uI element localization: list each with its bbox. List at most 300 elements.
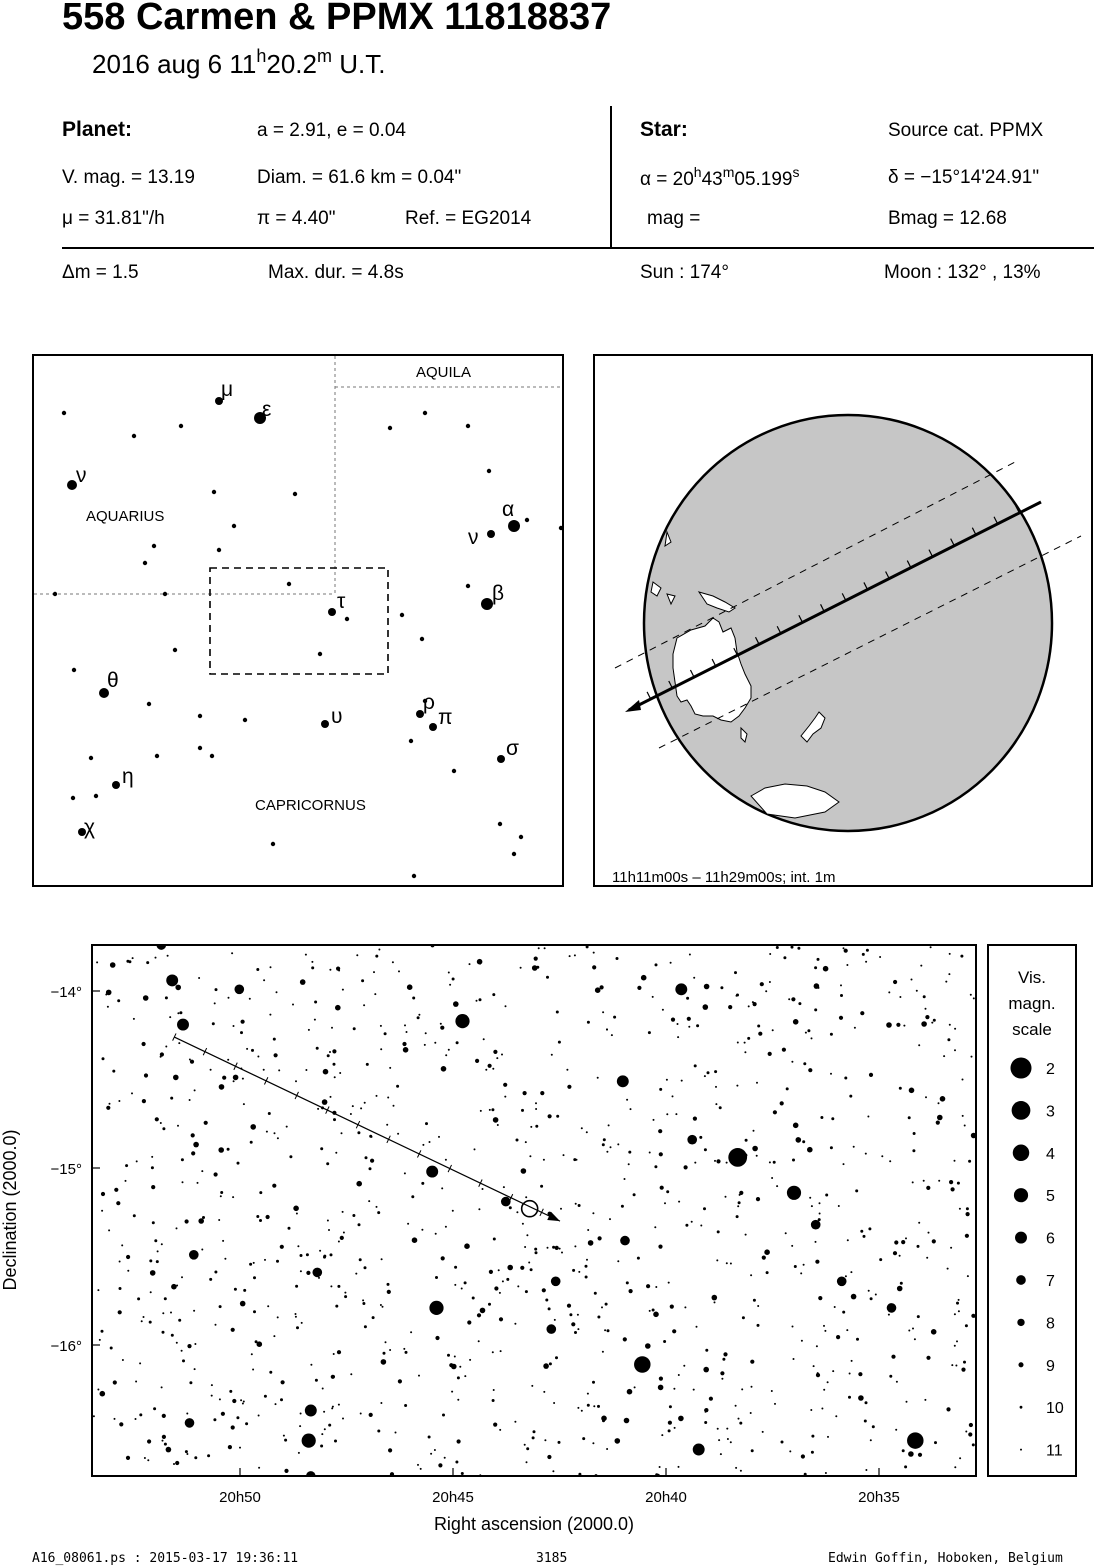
field-star xyxy=(126,1255,130,1259)
minor-star xyxy=(420,637,424,641)
field-star xyxy=(338,1404,340,1406)
field-star xyxy=(917,1245,920,1248)
bright-star xyxy=(811,1220,821,1230)
field-star xyxy=(269,1014,271,1016)
field-star xyxy=(496,1057,498,1059)
field-star xyxy=(879,956,881,958)
globe-caption: 11h11m00s – 11h29m00s; int. 1m xyxy=(612,869,836,885)
field-star xyxy=(369,1167,372,1170)
planet-diameter: Diam. = 61.6 km = 0.04" xyxy=(257,167,462,188)
field-star xyxy=(106,990,112,996)
field-star xyxy=(110,962,116,968)
field-star xyxy=(505,1005,507,1007)
field-star xyxy=(801,1340,803,1342)
field-star xyxy=(529,1155,531,1157)
field-star xyxy=(333,1353,335,1355)
bright-star xyxy=(787,1186,801,1200)
field-star xyxy=(572,1269,575,1272)
minor-star xyxy=(155,754,159,758)
field-star xyxy=(385,1341,387,1343)
field-star xyxy=(659,1152,663,1156)
field-star xyxy=(930,946,932,948)
field-star xyxy=(469,1359,471,1361)
field-star xyxy=(326,1162,329,1165)
field-star xyxy=(658,1245,662,1249)
field-star xyxy=(908,1116,911,1119)
event-datetime: 2016 aug 6 11$^h$20.2$^m$ U.T. xyxy=(92,46,386,79)
field-star xyxy=(730,1441,732,1443)
field-star xyxy=(274,1132,276,1134)
field-star xyxy=(280,1398,283,1401)
field-star xyxy=(278,1069,280,1071)
field-star xyxy=(514,1323,516,1325)
field-star xyxy=(185,1450,188,1453)
magnitude-legend-title xyxy=(1008,968,1055,1039)
field-star xyxy=(232,1399,236,1403)
field-star xyxy=(545,1299,548,1302)
field-star xyxy=(817,958,820,961)
japan-shape xyxy=(685,468,699,480)
field-star xyxy=(904,1465,907,1468)
field-star xyxy=(358,1223,361,1226)
field-star xyxy=(595,987,601,993)
field-star xyxy=(865,1401,868,1404)
field-star xyxy=(503,1186,505,1188)
field-star xyxy=(934,1441,937,1444)
field-star xyxy=(699,1136,702,1139)
field-star xyxy=(362,1299,364,1301)
planet-vmag: V. mag. = 13.19 xyxy=(62,167,195,188)
field-star xyxy=(300,1270,302,1272)
minor-star xyxy=(423,411,427,415)
field-star xyxy=(250,1124,256,1130)
field-star xyxy=(793,1358,795,1360)
field-star xyxy=(918,1453,922,1457)
field-star xyxy=(809,1197,811,1199)
field-star xyxy=(193,1142,199,1148)
field-star xyxy=(256,968,259,971)
field-star xyxy=(894,1240,898,1244)
field-star xyxy=(606,1151,608,1153)
field-star xyxy=(454,1356,456,1358)
field-star xyxy=(422,1144,424,1146)
field-star xyxy=(305,954,307,956)
field-star xyxy=(146,961,149,964)
field-star xyxy=(482,1188,484,1190)
field-star xyxy=(868,1227,871,1230)
field-star xyxy=(534,957,538,961)
field-star xyxy=(586,1259,588,1261)
field-star xyxy=(493,1050,497,1054)
field-star xyxy=(264,1259,266,1261)
field-star xyxy=(398,1379,402,1383)
field-star xyxy=(461,1472,464,1475)
field-star xyxy=(687,1017,691,1021)
field-star xyxy=(125,1164,128,1167)
field-star xyxy=(745,1234,747,1236)
field-star xyxy=(263,1069,265,1071)
minor-star xyxy=(152,544,156,548)
planet-orbit: a = 2.91, e = 0.04 xyxy=(257,120,406,141)
greek-label-chi: χ xyxy=(84,816,96,839)
field-star xyxy=(925,1008,927,1010)
field-star xyxy=(369,1413,373,1417)
field-star xyxy=(383,1352,386,1355)
field-star xyxy=(106,1106,110,1110)
field-star xyxy=(655,963,658,966)
bright-star xyxy=(166,974,178,986)
field-star xyxy=(448,972,450,974)
field-star xyxy=(834,1306,836,1308)
field-star xyxy=(333,1118,336,1121)
legend-mag-label: 3 xyxy=(1046,1103,1055,1121)
field-star xyxy=(704,984,710,990)
field-star xyxy=(387,1283,390,1286)
field-star xyxy=(744,1042,746,1044)
field-star xyxy=(132,957,134,959)
field-star xyxy=(703,1367,709,1373)
bright-star xyxy=(546,1324,556,1334)
field-star xyxy=(334,1440,337,1443)
field-star xyxy=(492,993,495,996)
field-star xyxy=(797,947,800,950)
legend-mag-label: 2 xyxy=(1046,1061,1055,1078)
field-star xyxy=(164,1297,167,1300)
field-star xyxy=(243,1289,246,1292)
field-star xyxy=(418,1014,420,1016)
field-star xyxy=(851,1294,857,1300)
field-star xyxy=(626,1281,629,1284)
field-star xyxy=(329,969,331,971)
field-star xyxy=(380,1048,382,1050)
field-star xyxy=(593,952,595,954)
field-star xyxy=(610,1146,612,1148)
field-star xyxy=(197,1182,199,1184)
field-star xyxy=(817,1372,819,1374)
bright-star xyxy=(234,984,244,994)
field-star xyxy=(901,1240,905,1244)
field-star xyxy=(478,1340,480,1342)
field-star xyxy=(875,1294,877,1296)
named-star xyxy=(429,723,437,731)
field-star xyxy=(276,991,278,993)
field-star xyxy=(101,1210,103,1212)
legend-dot xyxy=(1017,1319,1024,1326)
legend-dot xyxy=(1013,1145,1029,1161)
field-star xyxy=(410,1331,412,1333)
field-star xyxy=(900,1282,903,1285)
field-star xyxy=(311,966,314,969)
field-star xyxy=(288,1227,291,1230)
field-star xyxy=(297,1245,299,1247)
field-star xyxy=(721,1378,723,1380)
field-star xyxy=(781,1441,784,1444)
field-star xyxy=(946,1407,950,1411)
table-bottom-rule xyxy=(62,247,1094,249)
field-star xyxy=(870,1439,872,1441)
bright-star xyxy=(302,1434,316,1448)
field-star xyxy=(176,1342,178,1344)
field-star xyxy=(818,1296,822,1300)
field-star xyxy=(493,1389,495,1391)
field-star xyxy=(704,1408,708,1412)
field-star xyxy=(243,1103,245,1105)
field-star xyxy=(961,1368,965,1372)
field-star xyxy=(335,1152,337,1154)
field-star xyxy=(968,1432,972,1436)
field-star xyxy=(693,1117,697,1121)
field-star xyxy=(947,1038,950,1041)
field-star xyxy=(630,1108,632,1110)
field-star xyxy=(587,1021,590,1024)
field-star xyxy=(864,1420,867,1423)
field-star xyxy=(387,1290,391,1294)
field-star xyxy=(137,1297,140,1300)
field-star xyxy=(726,1162,728,1164)
field-star xyxy=(753,1299,756,1302)
field-star xyxy=(227,1059,229,1061)
field-star xyxy=(233,1075,239,1081)
field-star xyxy=(965,1234,969,1238)
field-star xyxy=(902,1449,905,1452)
field-star xyxy=(672,1095,674,1097)
field-star xyxy=(949,1024,951,1026)
field-star xyxy=(190,1060,194,1064)
minor-star xyxy=(198,746,202,750)
field-star xyxy=(906,1401,908,1403)
field-star xyxy=(441,1256,445,1260)
field-star xyxy=(266,1215,270,1219)
field-star xyxy=(602,1011,604,1013)
field-star xyxy=(791,1245,793,1247)
field-star xyxy=(219,1305,222,1308)
field-star xyxy=(769,1161,771,1163)
field-star xyxy=(386,1124,388,1126)
field-star xyxy=(389,1067,391,1069)
greek-label-nu-capricorni: ν xyxy=(468,526,479,549)
field-star xyxy=(947,1268,949,1270)
legend-dot xyxy=(1010,1057,1031,1078)
field-star xyxy=(435,1336,439,1340)
field-star xyxy=(811,1451,814,1454)
field-star xyxy=(377,1430,380,1433)
field-star xyxy=(342,1211,344,1213)
sun-elongation: Sun : 174° xyxy=(640,262,729,283)
field-star xyxy=(360,1413,362,1415)
star-declination: δ = −15°14'24.91" xyxy=(888,167,1040,188)
field-star xyxy=(823,1389,825,1391)
field-star xyxy=(407,1223,409,1225)
field-star xyxy=(592,965,596,969)
field-star xyxy=(928,1232,930,1234)
field-star xyxy=(891,1355,895,1359)
field-star xyxy=(141,1320,143,1322)
field-star xyxy=(658,1129,662,1133)
field-star xyxy=(602,1419,605,1422)
field-star xyxy=(256,1215,259,1218)
field-star xyxy=(597,1077,599,1079)
field-star xyxy=(469,963,471,965)
field-star xyxy=(420,1468,422,1470)
minor-star xyxy=(412,874,416,878)
field-star xyxy=(669,1405,672,1408)
field-star xyxy=(327,1054,330,1057)
field-star xyxy=(503,1083,507,1087)
field-star xyxy=(445,1159,447,1161)
field-star xyxy=(295,1285,298,1288)
field-star xyxy=(516,1139,519,1142)
field-star xyxy=(752,1001,754,1003)
field-star xyxy=(245,1422,248,1425)
field-star xyxy=(918,1222,920,1224)
field-star xyxy=(121,1244,123,1246)
field-star xyxy=(499,1429,501,1431)
field-star xyxy=(215,1324,217,1326)
field-star xyxy=(93,1415,95,1417)
star-bmag: Bmag = 12.68 xyxy=(888,208,1007,229)
field-star xyxy=(430,1453,432,1455)
field-star xyxy=(774,1403,776,1405)
field-star xyxy=(548,1307,551,1310)
field-star xyxy=(316,1047,319,1050)
greek-label-sigma: σ xyxy=(506,737,519,760)
field-star xyxy=(393,1105,395,1107)
field-star xyxy=(954,1049,956,1051)
field-star xyxy=(678,1416,684,1422)
field-star xyxy=(435,1233,437,1235)
field-star xyxy=(445,1226,447,1228)
field-star xyxy=(201,1249,203,1251)
field-star xyxy=(602,1351,604,1353)
field-star xyxy=(849,1373,851,1375)
field-star xyxy=(972,1443,975,1446)
globe-panel xyxy=(593,354,1093,887)
field-star xyxy=(198,1218,204,1224)
field-star xyxy=(368,1200,370,1202)
field-star xyxy=(926,1257,928,1259)
field-star xyxy=(673,1388,675,1390)
field-star xyxy=(357,1131,360,1134)
field-star xyxy=(319,1250,321,1252)
field-star xyxy=(712,1295,718,1301)
field-star xyxy=(202,1216,205,1219)
field-star xyxy=(350,1373,352,1375)
field-star xyxy=(210,1069,212,1071)
field-star xyxy=(139,1413,142,1416)
field-star xyxy=(335,1005,341,1011)
field-star xyxy=(543,1159,545,1161)
field-star xyxy=(380,1304,382,1306)
field-star xyxy=(175,985,181,991)
field-star xyxy=(305,1069,307,1071)
field-star xyxy=(962,1079,964,1081)
field-star xyxy=(893,1251,897,1255)
field-star xyxy=(177,1012,179,1014)
field-star xyxy=(459,1366,461,1368)
field-star xyxy=(214,1002,216,1004)
field-star xyxy=(365,1156,368,1159)
field-star xyxy=(296,1213,298,1215)
field-star xyxy=(700,1225,702,1227)
field-star xyxy=(406,1031,408,1033)
field-star xyxy=(177,1125,179,1127)
field-star xyxy=(751,1386,753,1388)
field-star xyxy=(547,1455,551,1459)
field-star xyxy=(113,1380,117,1384)
field-star xyxy=(824,1330,826,1332)
field-star xyxy=(366,1063,369,1066)
field-star xyxy=(758,1032,762,1036)
field-star xyxy=(791,1061,793,1063)
field-star xyxy=(147,1459,149,1461)
minor-star xyxy=(212,490,216,494)
field-star xyxy=(954,1466,956,1468)
field-star xyxy=(888,1314,890,1316)
field-star xyxy=(694,1064,697,1067)
field-star xyxy=(185,1219,189,1223)
x-tick-label: 20h50 xyxy=(219,1489,261,1506)
field-star xyxy=(598,1236,602,1240)
field-star xyxy=(765,990,767,992)
field-star xyxy=(771,1177,773,1179)
field-star xyxy=(117,999,120,1002)
field-star xyxy=(793,1019,799,1025)
field-star xyxy=(507,1265,513,1271)
field-star xyxy=(464,1281,467,1284)
field-star xyxy=(166,1447,172,1453)
field-star xyxy=(330,1253,333,1256)
field-star xyxy=(162,1331,165,1334)
field-star xyxy=(388,1448,392,1452)
field-star xyxy=(483,1038,485,1040)
field-star xyxy=(212,1022,215,1025)
field-star xyxy=(283,1435,285,1437)
greek-label-theta: θ xyxy=(107,669,119,692)
field-star xyxy=(392,961,394,963)
bright-star xyxy=(429,1301,443,1315)
field-star xyxy=(965,1431,967,1433)
field-star xyxy=(114,1188,118,1192)
legend-title-line: Vis. xyxy=(1017,968,1047,987)
field-star xyxy=(782,1048,786,1052)
minor-star xyxy=(409,739,413,743)
field-star xyxy=(227,1148,230,1151)
field-star xyxy=(933,1019,936,1022)
field-star xyxy=(577,1314,579,1316)
constellation-label-capricornus: CAPRICORNUS xyxy=(255,797,366,814)
field-star xyxy=(870,1297,873,1300)
field-star xyxy=(936,1121,940,1125)
field-star xyxy=(641,975,647,981)
field-star xyxy=(127,1270,129,1272)
field-star xyxy=(421,1229,423,1231)
field-star xyxy=(578,1271,580,1273)
field-star xyxy=(532,1436,535,1439)
field-star xyxy=(323,1069,329,1075)
field-star xyxy=(530,1268,533,1271)
field-star xyxy=(253,1262,255,1264)
greek-label-tau: τ xyxy=(337,590,346,613)
field-star xyxy=(776,1185,778,1187)
field-star xyxy=(535,1108,537,1110)
field-star xyxy=(228,1445,232,1449)
field-star xyxy=(454,1284,456,1286)
field-star xyxy=(524,1246,526,1248)
field-star xyxy=(506,1278,509,1281)
field-star xyxy=(467,1320,471,1324)
minor-star xyxy=(163,592,167,596)
field-star xyxy=(194,1343,196,1345)
